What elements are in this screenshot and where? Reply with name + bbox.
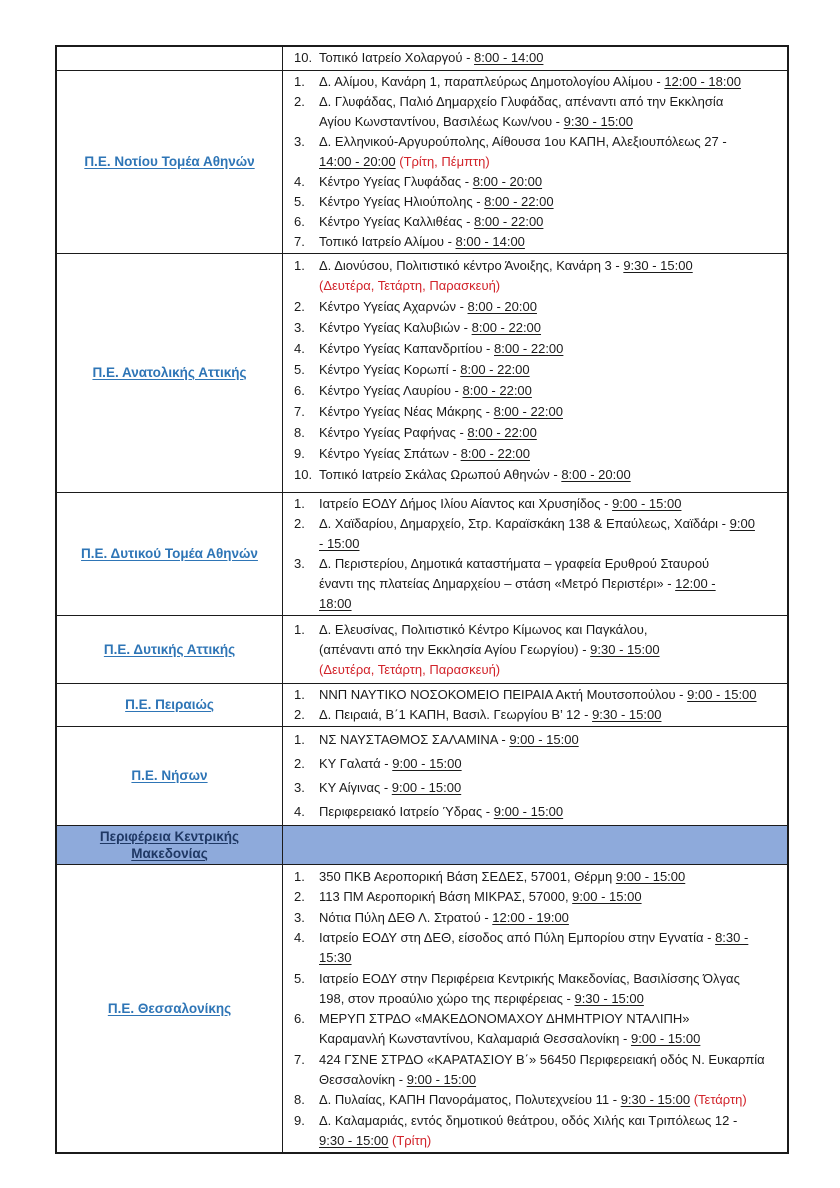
- item-text: [319, 1111, 783, 1151]
- location-text: Κέντρο Υγείας Αχαρνών -: [319, 299, 468, 314]
- location-text: Δ. Πειραιά, Β΄1 ΚΑΠΗ, Βασιλ. Γεωργίου Β’ 12 -: [319, 707, 593, 722]
- region-cell: [57, 47, 283, 70]
- table-row: [57, 47, 787, 70]
- item-text: [319, 802, 783, 822]
- location-item: [283, 132, 783, 172]
- item-number: 5.: [294, 194, 305, 209]
- hours-text: - 15:00: [319, 536, 360, 551]
- locations-cell: [283, 616, 787, 683]
- location-text: Δ. Χαϊδαρίου, Δημαρχείο, Στρ. Καραϊσκάκη 138 & Επαύλεως, Χαϊδάρι -: [319, 516, 730, 531]
- location-item: [283, 928, 783, 968]
- item-number: 2.: [294, 299, 305, 314]
- locations-cell: [283, 684, 787, 726]
- location-text: Νότια Πύλη ΔΕΘ Λ. Στρατού -: [319, 909, 493, 925]
- item-text: [319, 256, 783, 296]
- item-text: [319, 705, 783, 725]
- location-text: Θεσσαλονίκη -: [319, 1071, 407, 1087]
- location-text: Ιατρείο ΕΟΔΥ στη ΔΕΘ, είσοδος από Πύλη Εμπορίου στην Εγνατία -: [319, 930, 716, 945]
- item-number: 10.: [294, 467, 313, 482]
- item-text: [319, 132, 783, 172]
- item-number: 7.: [294, 404, 305, 419]
- item-text: [319, 754, 783, 774]
- item-number: 1.: [294, 74, 305, 89]
- item-text: [319, 514, 783, 554]
- location-item: [283, 1111, 783, 1151]
- item-number: 4.: [294, 930, 305, 945]
- hours-text: 9:30 - 15:00: [620, 1092, 691, 1107]
- item-text: [319, 72, 783, 92]
- location-text: 424 ΓΣΝΕ ΣΤΡΔΟ «ΚΑΡΑΤΑΣΙΟΥ Β΄» 56450 Περιφερειακή οδός Ν. Ευκαρπία: [319, 1051, 765, 1067]
- hours-text: 9:30 - 15:00: [319, 1132, 389, 1148]
- item-text: [319, 730, 783, 750]
- locations-cell: [283, 826, 787, 864]
- item-number: 3.: [294, 780, 305, 795]
- hours-text: 9:00 - 15:00: [687, 687, 757, 702]
- hours-text: 8:00 - 20:00: [467, 299, 537, 314]
- location-text: Δ. Διονύσου, Πολιτιστικό κέντρο Άνοιξης, Κανάρη 3 -: [319, 258, 624, 273]
- hours-text: 9:00 - 15:00: [391, 780, 462, 795]
- location-item: [283, 754, 783, 774]
- hours-text: 8:00 - 14:00: [455, 234, 525, 249]
- location-text: Δ. Ελευσίνας, Πολιτιστικό Κέντρο Κίμωνος και Παγκάλου,: [319, 621, 648, 637]
- location-text: Κέντρο Υγείας Λαυρίου -: [319, 383, 463, 398]
- hours-text: 9:00 - 15:00: [392, 756, 462, 771]
- section-header-label: Περιφέρεια Κεντρικής Μακεδονίας: [99, 829, 240, 861]
- item-text: [319, 867, 783, 887]
- item-number: 1.: [294, 621, 305, 637]
- location-text: Τοπικό Ιατρείο Σκάλας Ωρωπού Αθηνών -: [319, 467, 562, 482]
- region-link[interactable]: Π.Ε. Δυτικού Τομέα Αθηνών: [81, 546, 258, 561]
- location-item: [283, 1050, 783, 1090]
- item-number: 6.: [294, 1011, 305, 1026]
- item-text: [319, 297, 783, 317]
- location-text: Κέντρο Υγείας Καλλιθέας -: [319, 214, 475, 229]
- location-item: [283, 908, 783, 928]
- location-text: Κέντρο Υγείας Ηλιούπολης -: [319, 194, 485, 209]
- item-text: [319, 887, 783, 907]
- item-text: [319, 360, 783, 380]
- item-number: 8.: [294, 425, 305, 440]
- location-text: (απέναντι από την Εκκλησία Αγίου Γεωργίου) -: [319, 641, 591, 657]
- item-number: 6.: [294, 383, 305, 398]
- location-text: ΝΣ ΝΑΥΣΤΑΘΜΟΣ ΣΑΛΑΜΙΝΑ -: [319, 732, 510, 747]
- location-item: [283, 867, 783, 887]
- location-text: Δ. Πυλαίας, ΚΑΠΗ Πανοράματος, Πολυτεχνείου 11 -: [319, 1092, 621, 1107]
- hours-text: 9:00 - 15:00: [406, 1071, 477, 1087]
- location-text: Κέντρο Υγείας Νέας Μάκρης -: [319, 404, 494, 419]
- hours-text: 18:00: [319, 596, 352, 611]
- location-item: [283, 554, 783, 614]
- region-cell: [57, 826, 283, 864]
- location-item: [283, 465, 783, 485]
- location-item: [283, 172, 783, 192]
- hours-text: 8:00 - 14:00: [474, 50, 544, 65]
- location-item: [283, 72, 783, 92]
- days-note: (Τετάρτη): [693, 1092, 747, 1107]
- location-item: [283, 1009, 783, 1049]
- location-item: [283, 1090, 783, 1110]
- location-text: 113 ΠΜ Αεροπορική Βάση ΜΙΚΡΑΣ, 57000,: [319, 889, 573, 904]
- item-number: 2.: [294, 516, 305, 531]
- location-item: [283, 887, 783, 907]
- location-item: [283, 685, 783, 705]
- item-text: [319, 494, 783, 514]
- item-text: [319, 232, 783, 252]
- location-item: [283, 256, 783, 296]
- location-text: Κέντρο Υγείας Σπάτων -: [319, 446, 461, 461]
- item-number: 7.: [294, 1051, 305, 1067]
- item-number: 5.: [294, 970, 305, 986]
- table-row: [57, 70, 787, 253]
- region-cell: [57, 727, 283, 825]
- location-text: Δ. Γλυφάδας, Παλιό Δημαρχείο Γλυφάδας, απέναντι από την Εκκλησία: [319, 94, 724, 109]
- item-number: 4.: [294, 174, 305, 189]
- hours-text: 14:00 - 20:00: [319, 154, 396, 169]
- location-text: Τοπικό Ιατρείο Χολαργού -: [319, 50, 475, 65]
- item-text: [319, 212, 783, 232]
- location-item: [283, 48, 783, 68]
- hours-text: 8:30 -: [715, 930, 749, 945]
- item-text: [319, 381, 783, 401]
- table-row: [57, 615, 787, 683]
- location-text: 350 ΠΚΒ Αεροπορική Βάση ΣΕΔΕΣ, 57001, Θέρμη: [319, 868, 616, 884]
- locations-cell: [283, 47, 787, 70]
- item-text: [319, 465, 783, 485]
- item-number: 2.: [294, 707, 305, 722]
- item-text: [319, 554, 783, 614]
- item-number: 1.: [294, 687, 305, 702]
- locations-cell: [283, 493, 787, 615]
- region-link[interactable]: Π.Ε. Ανατολικής Αττικής: [92, 365, 247, 380]
- item-text: [319, 402, 783, 422]
- item-text: [319, 1050, 783, 1090]
- region-cell: [57, 71, 283, 253]
- location-text: Κέντρο Υγείας Καπανδριτίου -: [319, 341, 494, 356]
- item-number: 3.: [294, 134, 305, 149]
- location-item: [283, 297, 783, 317]
- table-row: [57, 492, 787, 615]
- locations-cell: [283, 727, 787, 825]
- hours-text: 12:00 - 18:00: [664, 74, 741, 89]
- section-header-row: [57, 825, 787, 864]
- location-item: [283, 192, 783, 212]
- location-text: Τοπικό Ιατρείο Αλίμου -: [319, 234, 456, 249]
- hours-text: 9:00 - 15:00: [509, 732, 579, 747]
- hours-text: 8:00 - 20:00: [561, 467, 631, 482]
- location-text: Δ. Καλαμαριάς, εντός δημοτικού θεάτρου, οδός Χιλής και Τριπόλεως 12 -: [319, 1112, 738, 1128]
- item-number: 2.: [294, 889, 305, 904]
- hours-text: 8:00 - 22:00: [474, 214, 544, 229]
- item-number: 3.: [294, 556, 305, 571]
- item-number: 9.: [294, 446, 305, 461]
- location-item: [283, 514, 783, 554]
- item-number: 3.: [294, 909, 305, 925]
- location-text: ΚΥ Αίγινας -: [319, 780, 392, 795]
- hours-text: 8:00 - 22:00: [467, 425, 537, 440]
- item-number: 5.: [294, 362, 305, 377]
- item-text: [319, 444, 783, 464]
- hours-text: 8:00 - 22:00: [493, 404, 563, 419]
- location-text: Κέντρο Υγείας Καλυβιών -: [319, 320, 472, 335]
- locations-cell: [283, 865, 787, 1152]
- location-item: [283, 802, 783, 822]
- region-link[interactable]: Π.Ε. Θεσσαλονίκης: [107, 1000, 232, 1016]
- location-text: ΜΕΡΥΠ ΣΤΡΔΟ «ΜΑΚΕΔΟΝΟΜΑΧΟΥ ΔΗΜΗΤΡΙΟΥ ΝΤΑΛΙΠΗ»: [319, 1011, 690, 1026]
- schedule-table: [55, 45, 789, 1154]
- location-item: [283, 705, 783, 725]
- item-text: [319, 339, 783, 359]
- region-cell: [57, 684, 283, 726]
- location-text: Καραμανλή Κωνσταντίνου, Καλαμαριά Θεσσαλονίκη -: [319, 1031, 631, 1046]
- days-note: (Τρίτη, Πέμπτη): [399, 154, 490, 169]
- item-text: [319, 908, 783, 928]
- location-text: Κέντρο Υγείας Ραφήνας -: [319, 425, 468, 440]
- hours-text: 8:00 - 22:00: [494, 341, 564, 356]
- locations-cell: [283, 71, 787, 253]
- item-text: [319, 48, 783, 68]
- hours-text: 9:00 - 15:00: [572, 889, 642, 904]
- item-text: [319, 685, 783, 705]
- location-text: Κέντρο Υγείας Κορωπί -: [319, 362, 461, 377]
- hours-text: 9:00 - 15:00: [615, 868, 686, 884]
- item-text: [319, 318, 783, 338]
- days-note: (Τρίτη): [392, 1132, 432, 1148]
- location-text: Δ. Περιστερίου, Δημοτικά καταστήματα – γραφεία Ερυθρού Σταυρού: [319, 556, 710, 571]
- item-number: 3.: [294, 320, 305, 335]
- days-note: (Δευτέρα, Τετάρτη, Παρασκευή): [319, 278, 501, 293]
- item-number: 1.: [294, 258, 305, 273]
- hours-text: 12:00 -: [675, 576, 716, 591]
- location-item: [283, 232, 783, 252]
- hours-text: 9:00: [729, 516, 755, 531]
- item-number: 2.: [294, 94, 305, 109]
- table-row: [57, 253, 787, 492]
- location-text: Αγίου Κωνσταντίνου, Βασιλέως Κων/νου -: [319, 114, 564, 129]
- location-item: [283, 444, 783, 464]
- item-number: 8.: [294, 1092, 305, 1107]
- region-cell: [57, 616, 283, 683]
- hours-text: 8:00 - 22:00: [471, 320, 542, 335]
- region-link[interactable]: Π.Ε. Νοτίου Τομέα Αθηνών: [84, 154, 255, 169]
- item-number: 1.: [294, 732, 305, 747]
- item-text: [319, 423, 783, 443]
- hours-text: 8:00 - 22:00: [462, 383, 532, 398]
- location-item: [283, 212, 783, 232]
- item-text: [319, 192, 783, 212]
- location-item: [283, 92, 783, 132]
- item-number: 4.: [294, 341, 305, 356]
- item-text: [319, 778, 783, 798]
- hours-text: 9:00 - 15:00: [612, 496, 682, 511]
- location-text: ΝΝΠ ΝΑΥΤΙΚΟ ΝΟΣΟΚΟΜΕΙΟ ΠΕΙΡΑΙΑ Ακτή Μουτσοπούλου -: [319, 687, 688, 702]
- hours-text: 8:00 - 22:00: [460, 362, 530, 377]
- item-text: [319, 172, 783, 192]
- hours-text: 9:30 - 15:00: [590, 641, 660, 657]
- location-text: Δ. Ελληνικού-Αργυρούπολης, Αίθουσα 1ου ΚΑΠΗ, Αλεξιουπόλεως 27 -: [319, 134, 727, 149]
- location-item: [283, 620, 783, 680]
- hours-text: 8:00 - 22:00: [460, 446, 530, 461]
- item-text: [319, 1090, 783, 1110]
- location-item: [283, 381, 783, 401]
- hours-text: 9:30 - 15:00: [623, 258, 693, 273]
- hours-text: 15:30: [319, 950, 352, 965]
- location-text: 198, στον προαύλιο χώρο της περιφέρειας -: [319, 990, 575, 1006]
- location-text: Περιφερειακό Ιατρείο Ύδρας -: [319, 804, 494, 819]
- location-text: Δ. Αλίμου, Κανάρη 1, παραπλεύρως Δημοτολογίου Αλίμου -: [319, 74, 665, 89]
- location-item: [283, 360, 783, 380]
- hours-text: 9:30 - 15:00: [592, 707, 662, 722]
- item-text: [319, 1009, 783, 1049]
- hours-text: 9:00 - 15:00: [493, 804, 564, 819]
- item-text: [319, 928, 783, 968]
- region-cell: [57, 493, 283, 615]
- hours-text: 9:30 - 15:00: [563, 114, 633, 129]
- item-text: [319, 620, 783, 680]
- item-number: 1.: [294, 868, 305, 884]
- locations-cell: [283, 254, 787, 492]
- location-text: Ιατρείο ΕΟΔΥ στην Περιφέρεια Κεντρικής Μακεδονίας, Βασιλίσσης Όλγας: [319, 970, 740, 986]
- location-item: [283, 402, 783, 422]
- hours-text: 8:00 - 22:00: [484, 194, 554, 209]
- table-row: [57, 726, 787, 825]
- hours-text: 9:00 - 15:00: [630, 1031, 701, 1046]
- days-note: (Δευτέρα, Τετάρτη, Παρασκευή): [319, 661, 501, 677]
- location-item: [283, 730, 783, 750]
- item-number: 7.: [294, 234, 305, 249]
- location-item: [283, 969, 783, 1009]
- item-number: 6.: [294, 214, 305, 229]
- region-cell: [57, 865, 283, 1152]
- location-item: [283, 339, 783, 359]
- table-row: [57, 864, 787, 1152]
- item-number: 4.: [294, 804, 305, 819]
- region-link[interactable]: Π.Ε. Πειραιώς: [125, 697, 214, 712]
- region-link[interactable]: Π.Ε. Δυτικής Αττικής: [103, 641, 236, 657]
- item-number: 9.: [294, 1112, 305, 1128]
- location-text: ΚΥ Γαλατά -: [319, 756, 393, 771]
- item-text: [319, 92, 783, 132]
- hours-text: 8:00 - 20:00: [472, 174, 543, 189]
- region-link[interactable]: Π.Ε. Νήσων: [131, 768, 208, 783]
- region-cell: [57, 254, 283, 492]
- location-item: [283, 423, 783, 443]
- hours-text: 12:00 - 19:00: [492, 909, 569, 925]
- location-item: [283, 318, 783, 338]
- item-number: 10.: [294, 50, 313, 65]
- location-text: Ιατρείο ΕΟΔΥ Δήμος Ιλίου Αίαντος και Χρυσηίδος -: [319, 496, 613, 511]
- item-number: 1.: [294, 496, 305, 511]
- hours-text: 9:30 - 15:00: [574, 990, 644, 1006]
- location-text: Κέντρο Υγείας Γλυφάδας -: [319, 174, 473, 189]
- item-text: [319, 969, 783, 1009]
- item-number: 2.: [294, 756, 305, 771]
- location-text: έναντι της πλατείας Δημαρχείου – στάση «Μετρό Περιστέρι» -: [319, 576, 676, 591]
- location-item: [283, 778, 783, 798]
- table-row: [57, 683, 787, 726]
- location-item: [283, 494, 783, 514]
